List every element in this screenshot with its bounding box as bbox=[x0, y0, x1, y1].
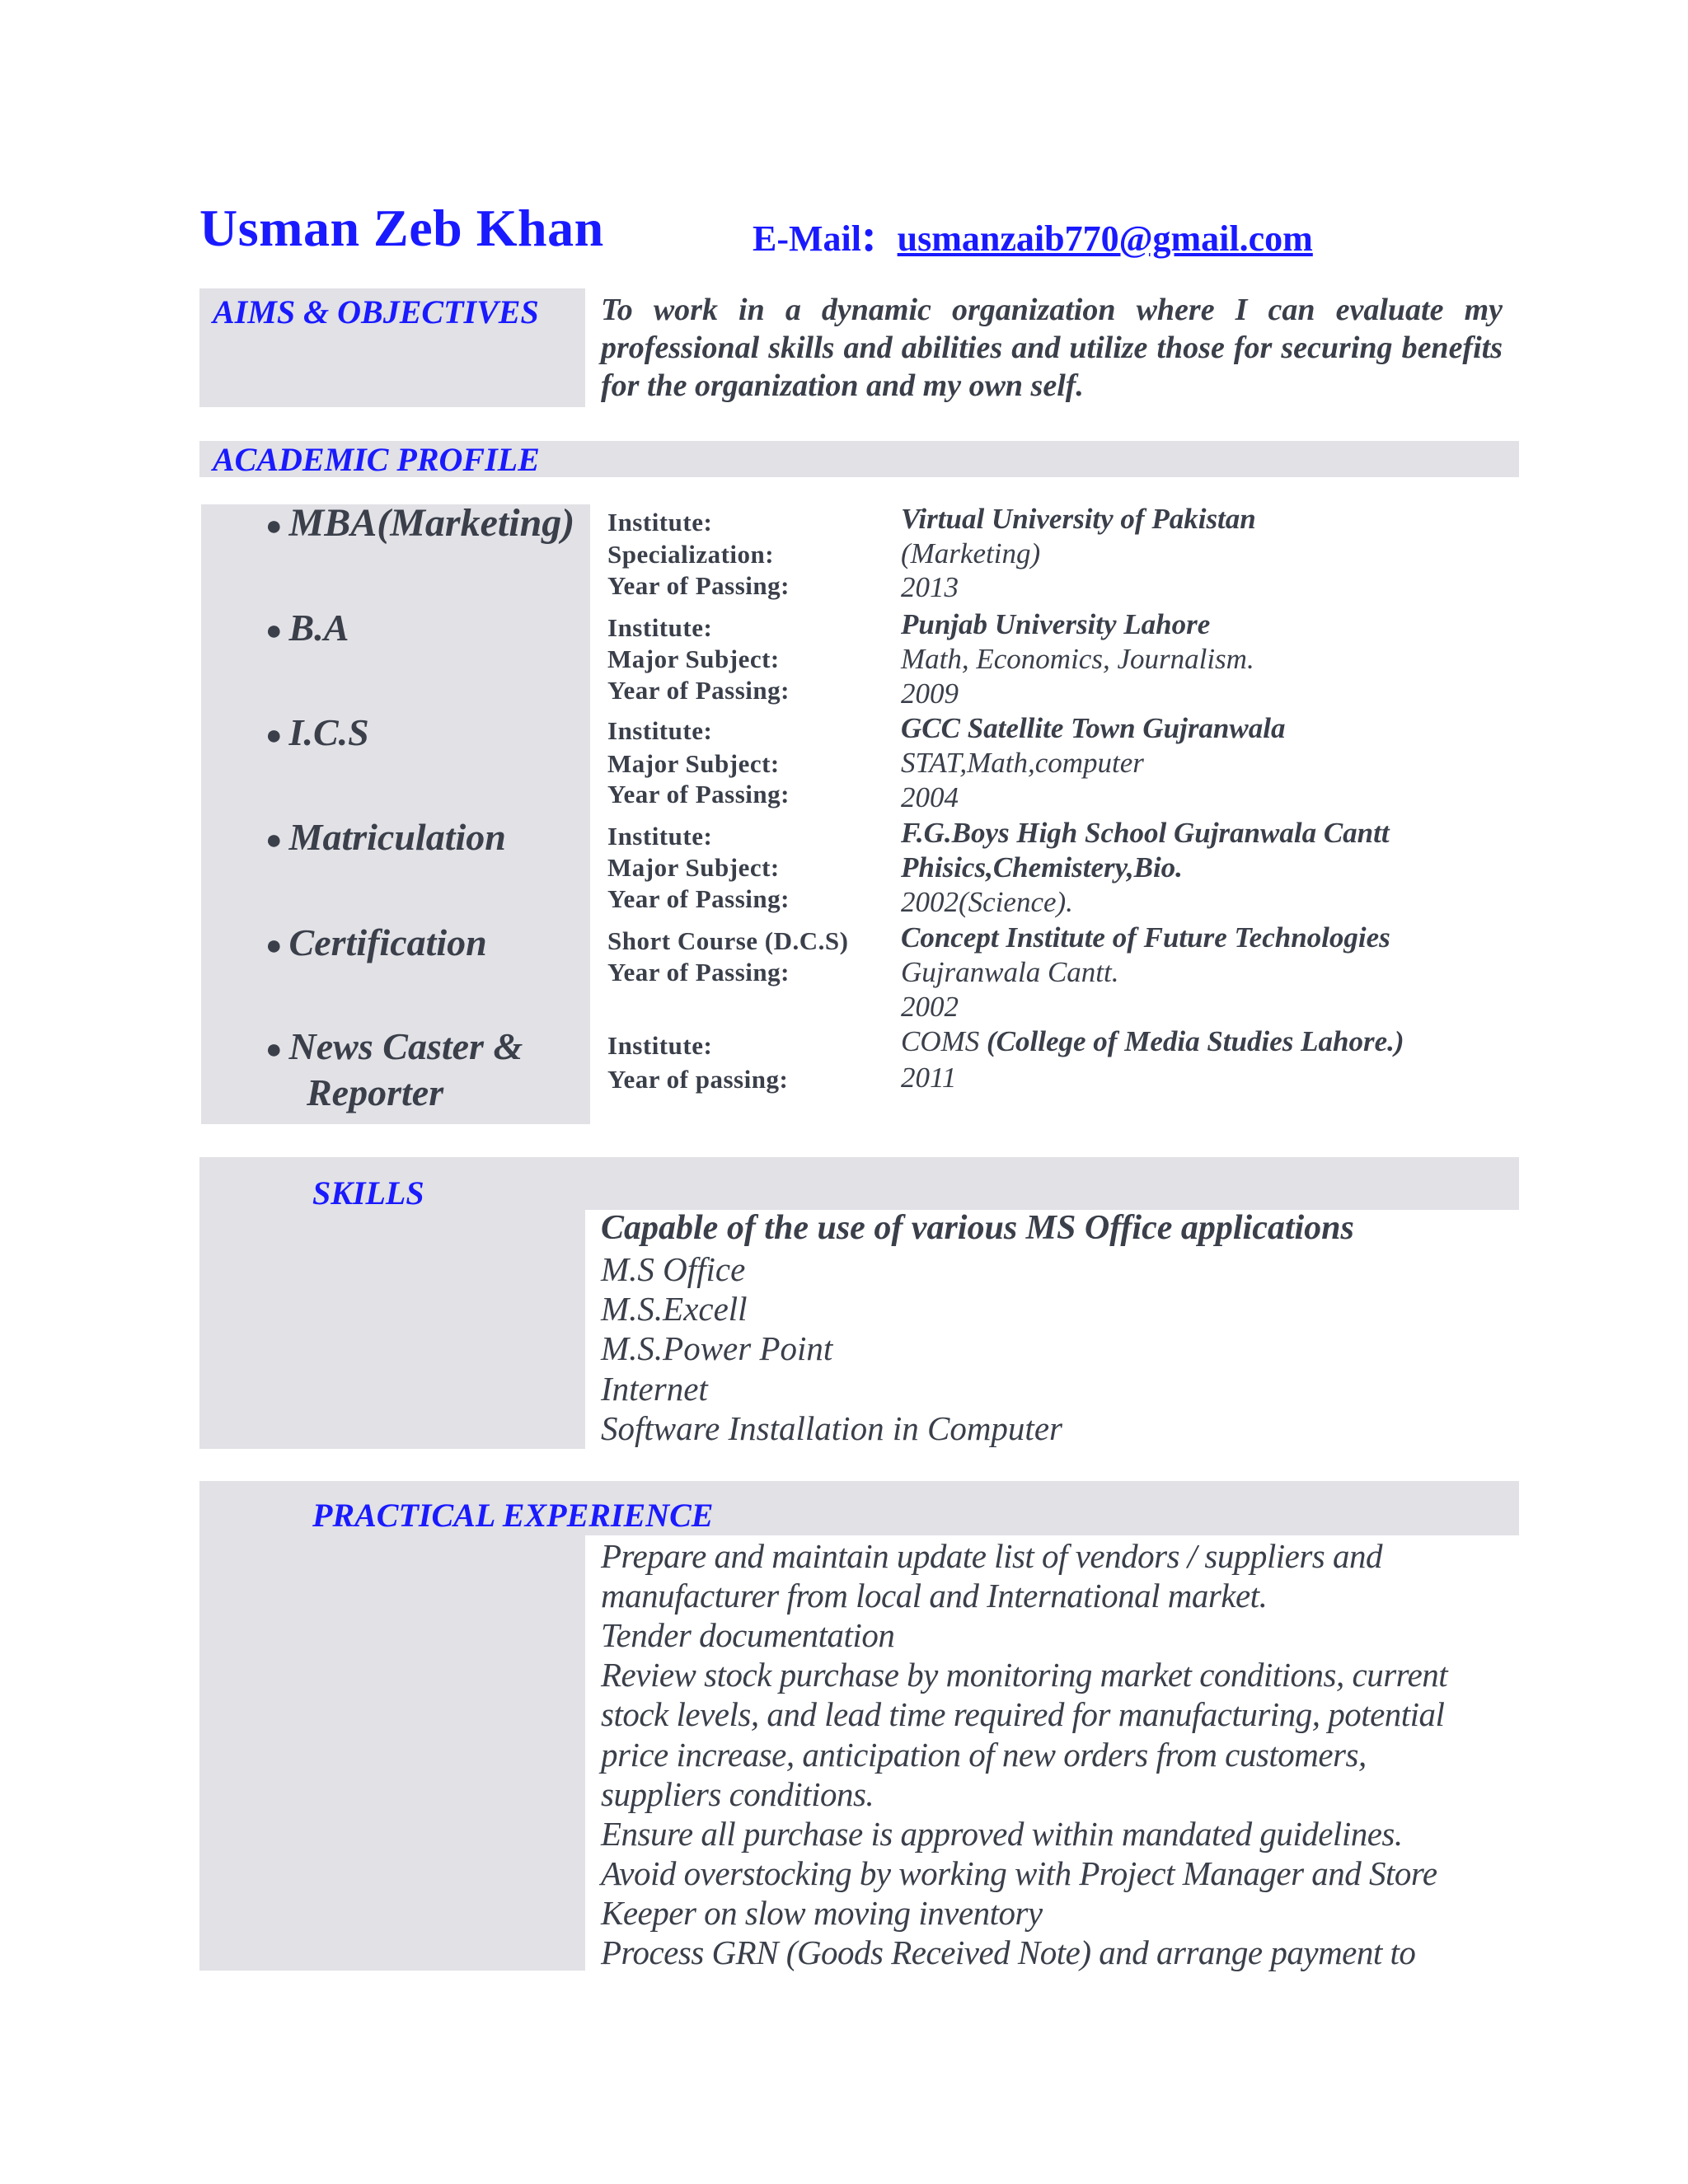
candidate-name: Usman Zeb Khan bbox=[199, 199, 604, 257]
experience-line: suppliers conditions. bbox=[601, 1775, 874, 1813]
degree-matriculation: ● Matriculation bbox=[265, 816, 506, 858]
skill-item: M.S Office bbox=[601, 1250, 746, 1288]
field-label: Major Subject: bbox=[607, 644, 780, 673]
field-label: Year of Passing: bbox=[607, 676, 790, 705]
field-value: COMS (College of Media Studies Lahore.) bbox=[901, 1025, 1404, 1057]
field-value: F.G.Boys High School Gujranwala Cantt bbox=[901, 817, 1390, 849]
field-value: Math, Economics, Journalism. bbox=[901, 643, 1254, 675]
experience-label-column bbox=[199, 1535, 585, 1971]
skill-item: Software Installation in Computer bbox=[601, 1409, 1062, 1447]
field-label: Institute: bbox=[607, 613, 713, 642]
field-value: Virtual University of Pakistan bbox=[901, 503, 1256, 535]
field-value: Concept Institute of Future Technologies bbox=[901, 921, 1390, 954]
experience-line: Prepare and maintain update list of vendors / suppliers and bbox=[601, 1537, 1382, 1575]
experience-line: manufacturer from local and International market. bbox=[601, 1577, 1268, 1615]
field-label: Year of Passing: bbox=[607, 958, 790, 987]
field-label: Year of passing: bbox=[607, 1065, 789, 1094]
field-value: 2002(Science). bbox=[901, 886, 1073, 918]
skill-item: Internet bbox=[601, 1370, 708, 1408]
field-label: Major Subject: bbox=[607, 749, 780, 778]
experience-line: Ensure all purchase is approved within mandated guidelines. bbox=[601, 1815, 1403, 1853]
field-label: Institute: bbox=[607, 822, 713, 851]
field-label: Institute: bbox=[607, 508, 713, 537]
experience-heading: PRACTICAL EXPERIENCE bbox=[312, 1497, 714, 1534]
aims-text: To work in a dynamic organization where I can evaluate my professional skills and abilities and utilize those for securing benefits for the organization and my own self. bbox=[601, 293, 1503, 403]
skills-label-column bbox=[199, 1210, 585, 1449]
field-value: STAT,Math,computer bbox=[901, 747, 1144, 779]
field-value: 2002 bbox=[901, 991, 959, 1023]
field-label: Year of Passing: bbox=[607, 884, 790, 913]
field-value: 2011 bbox=[901, 1062, 957, 1094]
skill-item: M.S.Excell bbox=[601, 1290, 748, 1328]
experience-line: price increase, anticipation of new orders from customers, bbox=[601, 1736, 1367, 1774]
degree-ics: ● I.C.S bbox=[265, 711, 369, 753]
email-link[interactable]: usmanzaib770@gmail.com bbox=[897, 218, 1313, 259]
aims-heading: AIMS & OBJECTIVES bbox=[213, 293, 539, 330]
email-colon: : bbox=[860, 210, 877, 261]
degree-ba: ● B.A bbox=[265, 607, 349, 649]
experience-line: Keeper on slow moving inventory bbox=[601, 1894, 1043, 1932]
degree-news-caster-line2: Reporter bbox=[307, 1071, 444, 1113]
experience-line: Tender documentation bbox=[601, 1616, 895, 1654]
field-value: 2013 bbox=[901, 571, 959, 603]
degree-mba: ● MBA(Marketing) bbox=[265, 501, 575, 545]
field-value: Punjab University Lahore bbox=[901, 608, 1211, 640]
academic-heading: ACADEMIC PROFILE bbox=[213, 441, 540, 478]
college-name-bold: (College of Media Studies Lahore.) bbox=[987, 1025, 1404, 1057]
field-value: Gujranwala Cantt. bbox=[901, 956, 1119, 988]
field-value: (Marketing) bbox=[901, 537, 1041, 569]
experience-line: Avoid overstocking by working with Project Manager and Store bbox=[601, 1854, 1437, 1892]
experience-line: stock levels, and lead time required for manufacturing, potential bbox=[601, 1695, 1445, 1733]
skill-item: M.S.Power Point bbox=[601, 1329, 833, 1367]
skills-heading: SKILLS bbox=[312, 1174, 424, 1212]
field-label: Short Course (D.C.S) bbox=[607, 926, 849, 955]
experience-line: Review stock purchase by monitoring market conditions, current bbox=[601, 1656, 1448, 1694]
field-value: 2004 bbox=[901, 781, 959, 813]
field-value: GCC Satellite Town Gujranwala bbox=[901, 712, 1286, 744]
field-value: 2009 bbox=[901, 677, 959, 710]
skills-summary: Capable of the use of various MS Office applications bbox=[601, 1209, 1354, 1247]
degree-news-caster: ● News Caster & bbox=[265, 1025, 523, 1067]
degree-certification: ● Certification bbox=[265, 921, 487, 963]
email-label: E-Mail bbox=[753, 218, 861, 259]
field-label: Institute: bbox=[607, 1031, 713, 1060]
experience-line: Process GRN (Goods Received Note) and arrange payment to bbox=[601, 1933, 1416, 1971]
field-label: Major Subject: bbox=[607, 853, 780, 882]
field-label: Specialization: bbox=[607, 540, 775, 569]
email-line bbox=[753, 209, 1313, 262]
field-label: Institute: bbox=[607, 716, 713, 745]
field-label: Year of Passing: bbox=[607, 571, 790, 600]
field-value: Phisics,Chemistery,Bio. bbox=[901, 851, 1183, 883]
field-label: Year of Passing: bbox=[607, 780, 790, 808]
